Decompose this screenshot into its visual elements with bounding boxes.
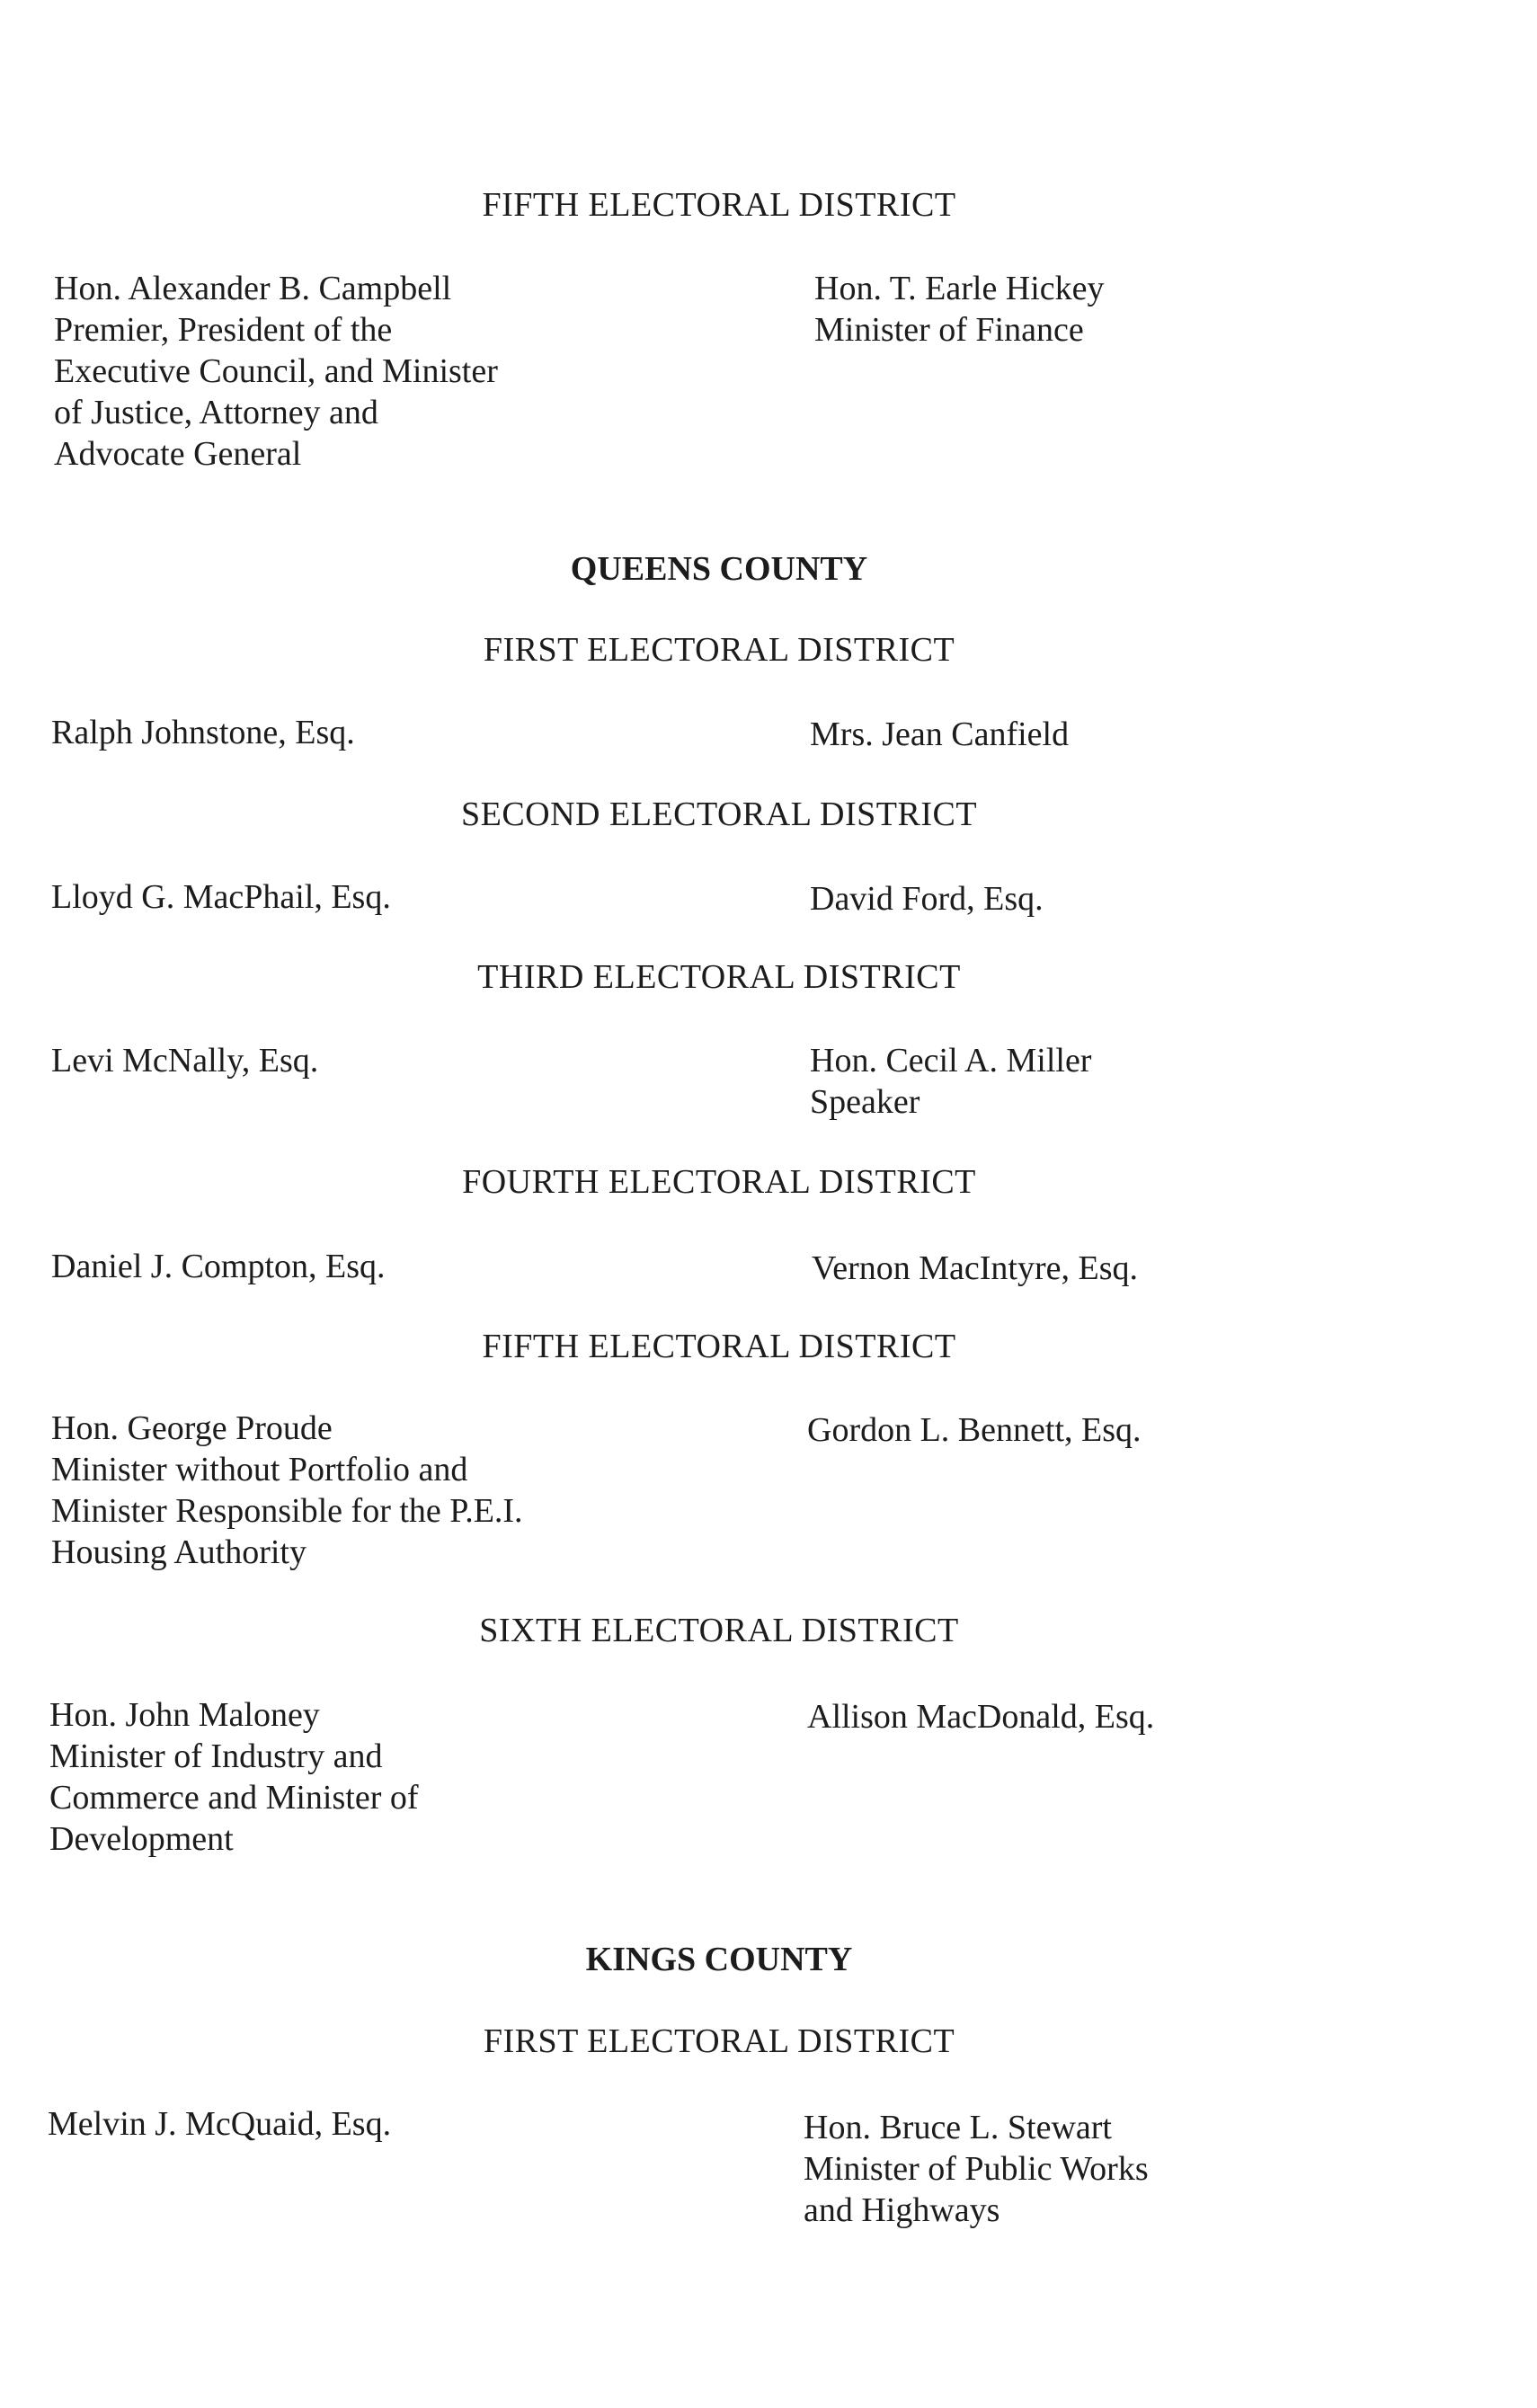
member-title-line: of Justice, Attorney and (54, 394, 378, 431)
district-heading: FIRST ELECTORAL DISTRICT (483, 631, 955, 669)
member-name: Gordon L. Bennett, Esq. (807, 1411, 1142, 1449)
member-name: Hon. T. Earle Hickey (814, 270, 1105, 307)
district-heading: SECOND ELECTORAL DISTRICT (460, 795, 978, 833)
member-right (804, 2107, 1149, 2231)
member-name: Vernon MacIntyre, Esq. (812, 1249, 1139, 1287)
member-left (51, 1246, 386, 1287)
member-title-line: Minister of Finance (814, 311, 1084, 349)
member-right (810, 714, 1069, 755)
district-heading: FIRST ELECTORAL DISTRICT (483, 2022, 955, 2060)
member-left (51, 1040, 318, 1081)
member-right (807, 1696, 1154, 1737)
member-title-line: Minister of Public Works (804, 2150, 1149, 2188)
member-title-line: Development (49, 1820, 234, 1858)
member-left (48, 2103, 391, 2145)
member-right (810, 1040, 1091, 1123)
county-title: KINGS COUNTY (585, 1941, 853, 1978)
member-left (51, 876, 391, 918)
member-name: Melvin J. McQuaid, Esq. (48, 2105, 392, 2143)
district-heading: FIFTH ELECTORAL DISTRICT (482, 1328, 956, 1365)
member-title-line: Commerce and Minister of (49, 1779, 419, 1817)
district-heading: THIRD ELECTORAL DISTRICT (477, 958, 961, 996)
member-left (51, 712, 355, 753)
member-right (814, 268, 1105, 351)
district-heading: FOURTH ELECTORAL DISTRICT (462, 1163, 976, 1201)
member-title-line: Advocate General (54, 435, 302, 473)
member-right (810, 878, 1044, 920)
member-title-line: Executive Council, and Minister (54, 352, 498, 390)
member-name: Hon. Alexander B. Campbell (54, 270, 452, 307)
member-title-line: Minister without Portfolio and (51, 1451, 468, 1488)
member-name: Hon. Cecil A. Miller (810, 1042, 1092, 1080)
member-left (54, 268, 498, 475)
member-right (807, 1409, 1142, 1451)
member-title-line: Speaker (810, 1083, 920, 1121)
district-heading: SIXTH ELECTORAL DISTRICT (479, 1612, 959, 1649)
member-name: Mrs. Jean Canfield (810, 715, 1070, 753)
member-left (49, 1694, 419, 1860)
district-heading: FIFTH ELECTORAL DISTRICT (482, 186, 956, 224)
member-right (812, 1248, 1138, 1289)
member-name: Hon. George Proude (51, 1409, 333, 1447)
member-name: Daniel J. Compton, Esq. (51, 1248, 386, 1285)
member-name: Ralph Johnstone, Esq. (51, 714, 355, 751)
member-name: Lloyd G. MacPhail, Esq. (51, 878, 391, 916)
member-name: Allison MacDonald, Esq. (807, 1698, 1155, 1736)
member-name: David Ford, Esq. (810, 880, 1044, 918)
member-title-line: Minister Responsible for the P.E.I. (51, 1492, 523, 1530)
member-title-line: Minister of Industry and (49, 1737, 383, 1775)
member-left (51, 1408, 523, 1573)
member-name: Hon. John Maloney (49, 1696, 320, 1734)
member-name: Levi McNally, Esq. (51, 1042, 319, 1080)
member-title-line: Housing Authority (51, 1533, 307, 1571)
member-title-line: Premier, President of the (54, 311, 393, 349)
member-name: Hon. Bruce L. Stewart (804, 2109, 1112, 2146)
member-title-line: and Highways (804, 2191, 1000, 2229)
county-title: QUEENS COUNTY (570, 550, 868, 588)
